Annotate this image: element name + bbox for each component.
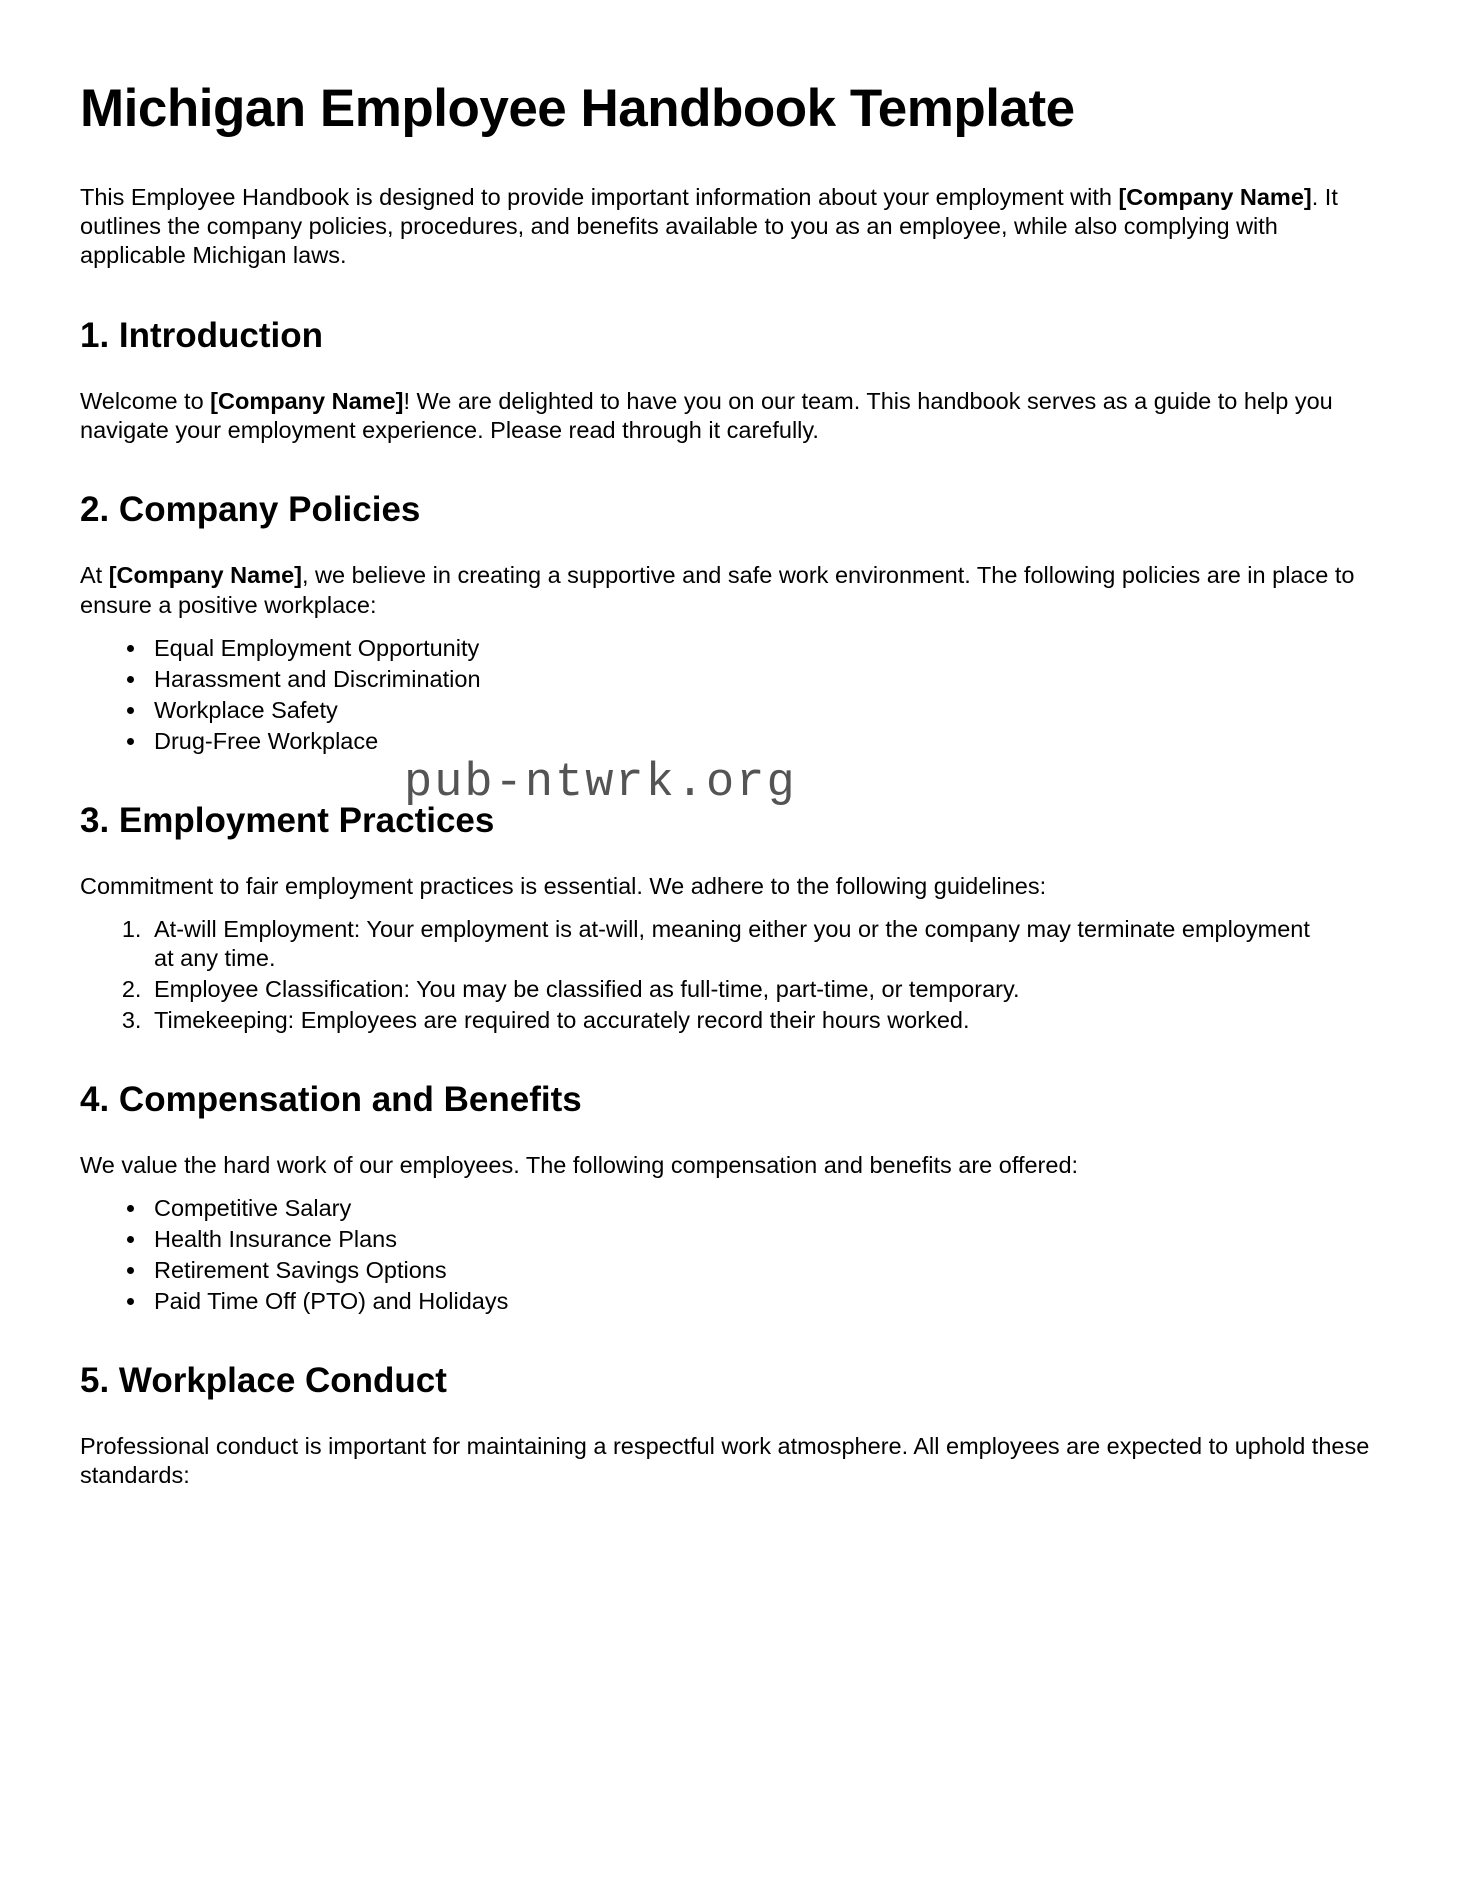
compensation-paragraph: We value the hard work of our employees. The following compensation and benefits are offered: <box>80 1151 1079 1178</box>
company-name-placeholder: [Company Name] <box>1118 183 1312 210</box>
employment-practices-list <box>80 915 1384 1035</box>
page-title: Michigan Employee Handbook Template <box>80 79 1075 138</box>
list-item: • Workplace Safety <box>148 696 1384 725</box>
intro-paragraph <box>80 183 1370 271</box>
list-item: 2. Employee Classification: You may be classified as full-time, part-time, or temporary. <box>148 975 1334 1004</box>
introduction-paragraph <box>80 387 1370 446</box>
company-policies-text-part2: , we believe in creating a supportive and safe work environment. The following policies are in place to ensure a positive workplace: <box>80 562 1355 618</box>
section-heading-introduction: 1. Introduction <box>80 315 324 355</box>
company-name-placeholder: [Company Name] <box>210 387 404 414</box>
list-item: • Drug-Free Workplace <box>148 727 1384 756</box>
list-item: 3. Timekeeping: Employees are required to accurately record their hours worked. <box>148 1006 1334 1035</box>
watermark-text: pub-ntwrk.org <box>404 757 797 810</box>
list-item: • Retirement Savings Options <box>148 1256 1384 1285</box>
section-heading-company-policies: 2. Company Policies <box>80 490 421 530</box>
list-item: • Equal Employment Opportunity <box>148 634 1384 663</box>
compensation-benefits-list <box>80 1194 1384 1316</box>
workplace-conduct-paragraph: Professional conduct is important for maintaining a respectful work atmosphere. All employees are expected to uphold these standards: <box>80 1432 1370 1488</box>
company-name-placeholder: [Company Name] <box>108 562 302 589</box>
company-policies-list <box>80 634 1384 756</box>
company-policies-text-part1: At <box>80 562 109 589</box>
list-item: • Competitive Salary <box>148 1194 1384 1223</box>
introduction-text-part2: ! We are delighted to have you on our team. This handbook serves as a guide to help you navigate your employment experience. Please read through it carefully. <box>80 387 1333 444</box>
list-item: • Paid Time Off (PTO) and Holidays <box>148 1287 1384 1316</box>
section-heading-workplace-conduct: 5. Workplace Conduct <box>80 1360 447 1400</box>
company-policies-paragraph <box>80 561 1370 620</box>
introduction-text-part1: Welcome to <box>80 387 211 414</box>
intro-text-part2: . It outlines the company policies, procedures, and benefits available to you as an employee, while also complying with applicable Michigan laws. <box>80 183 1338 269</box>
list-item: • Harassment and Discrimination <box>148 665 1384 694</box>
section-heading-employment-practices: 3. Employment Practices <box>80 800 495 840</box>
list-item: • Health Insurance Plans <box>148 1225 1384 1254</box>
intro-text-part1: This Employee Handbook is designed to provide important information about your employment with <box>80 183 1119 210</box>
list-item: 1. At-will Employment: Your employment is at-will, meaning either you or the company may terminate employment at any time. <box>148 915 1334 973</box>
section-heading-compensation-and-benefits: 4. Compensation and Benefits <box>80 1079 582 1119</box>
employment-practices-paragraph: Commitment to fair employment practices is essential. We adhere to the following guidelines: <box>80 872 1047 899</box>
